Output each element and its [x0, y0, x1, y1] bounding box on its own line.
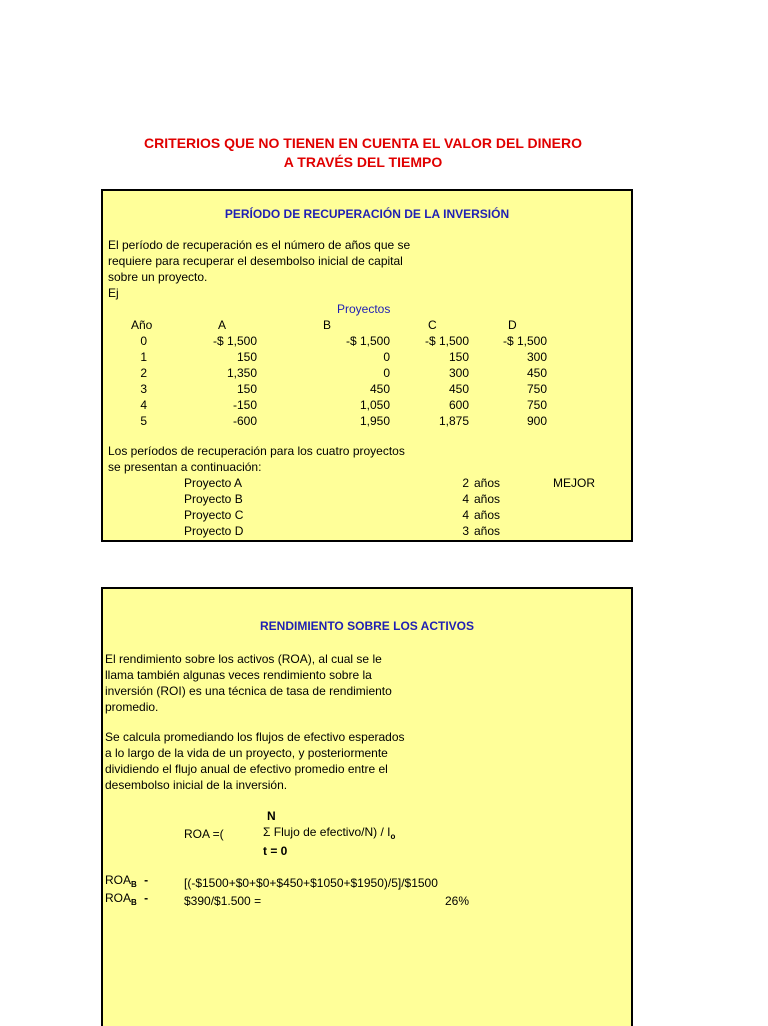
cell-a: 150: [236, 382, 257, 396]
cell-a: -600: [232, 414, 257, 428]
cell-b: 450: [369, 382, 390, 396]
col-header-c: C: [428, 318, 437, 332]
cell-year: 5: [140, 414, 147, 428]
payback-title: PERÍODO DE RECUPERACIÓN DE LA INVERSIÓN: [224, 207, 510, 221]
col-header-a: A: [218, 318, 227, 332]
result-note: MEJOR: [553, 476, 595, 490]
cell-d: 300: [526, 350, 547, 364]
roa-label-text: ROA: [105, 873, 132, 887]
cell-b: 0: [383, 350, 390, 364]
formula-lower-limit: t = 0: [263, 844, 288, 858]
roa-calc-expression: [(-$1500+$0+$0+$450+$1050+$1950)/5]/$1500: [184, 876, 438, 890]
roa-para2-2: a lo largo de la vida de un proyecto, y posteriormente: [105, 746, 388, 760]
page-title-line1: CRITERIOS QUE NO TIENEN EN CUENTA EL VALOR DEL DINERO: [144, 135, 582, 151]
cell-a: 150: [236, 350, 257, 364]
cell-year: 4: [140, 398, 147, 412]
roa-para1-1: El rendimiento sobre los activos (ROA), al cual se le: [105, 652, 382, 666]
formula-body: [263, 825, 395, 841]
payback-intro-2: requiere para recuperar el desembolso inicial de capital: [108, 254, 403, 268]
cell-d: 900: [526, 414, 547, 428]
cell-c: 300: [448, 366, 469, 380]
formula-subscript: o: [390, 832, 396, 841]
roa-para1-2: llama también algunas veces rendimiento sobre la: [105, 668, 372, 682]
result-unit: años: [474, 492, 501, 506]
cell-year: 2: [140, 366, 147, 380]
col-header-b: B: [323, 318, 332, 332]
payback-intro-3: sobre un proyecto.: [108, 270, 208, 284]
payback-summary-1: Los períodos de recuperación para los cuatro proyectos: [108, 444, 405, 458]
roa-para2-1: Se calcula promediando los flujos de efectivo esperados: [105, 730, 405, 744]
cell-a: -150: [232, 398, 257, 412]
formula-body-text: Σ Flujo de efectivo/N) / I: [263, 825, 391, 839]
cell-a: 1,350: [226, 366, 257, 380]
roa-label-sub: B: [131, 898, 137, 907]
projects-group-label: Proyectos: [337, 302, 391, 316]
result-years: 4: [462, 508, 469, 522]
result-project: Proyecto D: [184, 524, 244, 538]
roa-para2-3: dividiendo el flujo anual de efectivo promedio entre el: [105, 762, 388, 776]
payback-intro-1: El período de recuperación es el número de años que se: [108, 238, 411, 252]
result-unit: años: [474, 476, 501, 490]
payback-summary-2: se presentan a continuación:: [108, 460, 262, 474]
roa-label-dash: -: [144, 873, 149, 887]
roa-label-text: ROA: [105, 891, 132, 905]
cell-d: 750: [526, 382, 547, 396]
cell-c: 450: [448, 382, 469, 396]
result-years: 3: [462, 524, 469, 538]
result-project: Proyecto B: [184, 492, 243, 506]
formula-upper-limit: N: [267, 809, 276, 823]
cell-c: 150: [448, 350, 469, 364]
roa-label-sub: B: [131, 880, 137, 889]
cell-d: -$ 1,500: [502, 334, 547, 348]
col-header-year: Año: [131, 318, 153, 332]
cell-a: -$ 1,500: [212, 334, 257, 348]
payback-intro-4: Ej: [108, 286, 119, 300]
result-unit: años: [474, 508, 501, 522]
roa-calc-expression: $390/$1.500 =: [184, 894, 262, 908]
roa-title: RENDIMIENTO SOBRE LOS ACTIVOS: [259, 619, 475, 633]
roa-para2-4: desembolso inicial de la inversión.: [105, 778, 288, 792]
cell-c: -$ 1,500: [424, 334, 469, 348]
result-unit: años: [474, 524, 501, 538]
cell-d: 750: [526, 398, 547, 412]
result-project: Proyecto C: [184, 508, 244, 522]
cell-b: -$ 1,500: [345, 334, 390, 348]
roa-calc-label: [105, 891, 148, 907]
cell-c: 600: [448, 398, 469, 412]
roa-section: [101, 587, 633, 1026]
cell-year: 1: [140, 350, 147, 364]
roa-label-dash: -: [144, 891, 149, 905]
formula-lhs: ROA =(: [184, 827, 224, 841]
cell-year: 3: [140, 382, 147, 396]
roa-para1-4: promedio.: [105, 700, 159, 714]
roa-calc-label: [105, 873, 148, 889]
cell-b: 1,950: [359, 414, 390, 428]
result-years: 4: [462, 492, 469, 506]
cell-c: 1,875: [438, 414, 469, 428]
cell-year: 0: [140, 334, 147, 348]
result-project: Proyecto A: [184, 476, 243, 490]
cell-b: 1,050: [359, 398, 390, 412]
col-header-d: D: [508, 318, 517, 332]
roa-para1-3: inversión (ROI) es una técnica de tasa de rendimiento: [105, 684, 392, 698]
payback-section: [101, 189, 633, 542]
roa-result: 26%: [444, 894, 469, 908]
cell-d: 450: [526, 366, 547, 380]
page-title-line2: A TRAVÉS DEL TIEMPO: [283, 154, 443, 170]
cell-b: 0: [383, 366, 390, 380]
result-years: 2: [462, 476, 469, 490]
